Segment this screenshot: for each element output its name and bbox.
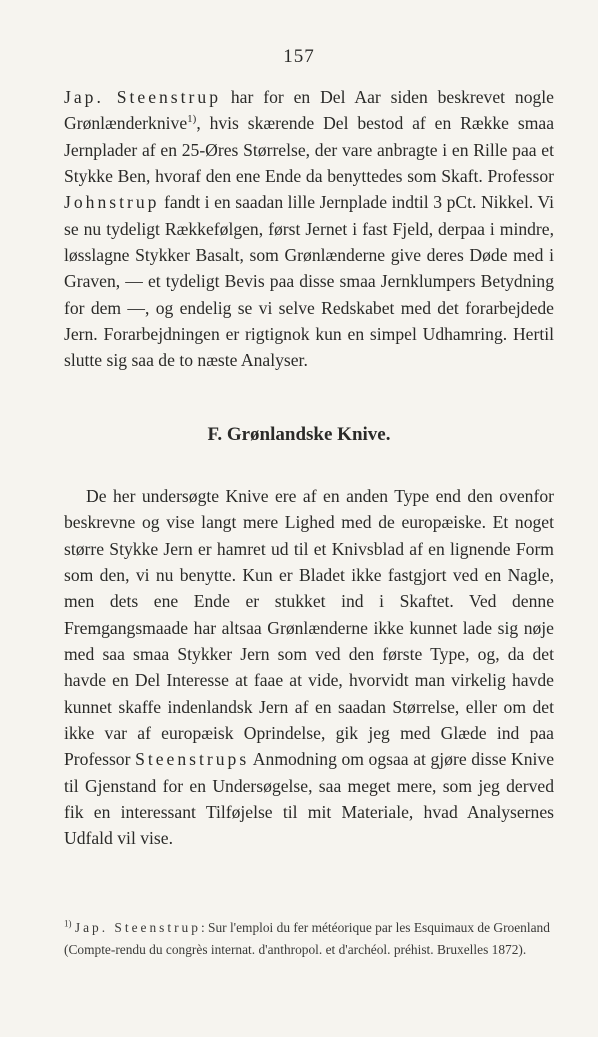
footnote-author: Jap. Steenstrup: [74, 920, 201, 935]
person-name: Steenstrups: [135, 749, 250, 770]
section-heading: F. Grønlandske Knive.: [207, 424, 391, 445]
footnote-reference[interactable]: 1): [187, 113, 197, 126]
footnote-mark: 1): [64, 918, 72, 929]
paragraph-text: De her undersøgte Knive ere af en anden Type end den ovenfor beskrevne og vise langt mere Lighed med de europæiske. Et noget større Stykke Jern er hamret ud til et Knivsblad af en lignende Form som den, vi nu benytte. Kun er Bladet ikke fastgjort ved en Nagle, men dets ene Ende er stukket ind i Skaftet. Ved denne Fremgangsmaade har altsaa Grønlænderne ikke kunnet lade sig nøje med saa smaa Stykker Jern som ved den første Type, og, da det havde en Del Interesse at faae at vide, hvorvidt man virkelig havde kunnet skaffe indenlandsk Jern af en saadan Størrelse, eller om det ikke var af europæisk Oprindelse, gik jeg med Glæde ind paa Professor: [64, 486, 554, 770]
person-name: Johnstrup: [64, 192, 160, 213]
body-paragraph-1: [64, 84, 554, 374]
body-paragraph-2: [64, 483, 554, 852]
paragraph-text: , hvis skærende Del bestod af en Række smaa Jernplader af en 25-Øres Størrelse, der vare anbragte i en Rille paa et Stykke Ben, hvoraf den ene Ende da benyttedes som Skaft. Professor: [64, 113, 554, 187]
footnote: [64, 917, 554, 960]
author-name: Jap. Steenstrup: [64, 87, 221, 107]
page-number: 157: [283, 46, 315, 67]
paragraph-text: Anmodning om ogsaa at gjøre disse Knive til Gjenstand for en Undersøgelse, saa meget mere, som jeg derved fik en interessant Tilføjelse til mit Materiale, hvad Analysernes Udfald vil vise.: [64, 749, 555, 849]
footnote-text: : Sur l'emploi du fer météorique par les Esquimaux de Groenland (Compte-rendu du congrès internat. d'anthropol. et d'archéol. préhist. Bruxelles 1872).: [64, 920, 550, 957]
paragraph-text: fandt i en saadan lille Jernplade indtil 3 pCt. Nikkel. Vi se nu tydeligt Rækkefølgen, først Jernet i fast Fjeld, derpaa i mindre, løsslagne Stykker Basalt, som Grønlænderne give deres Døde med i Graven, — et tydeligt Bevis paa disse smaa Jernklumpers Betydning for dem —, og endelig se vi selve Redskabet med det forarbejdede Jern. Forarbejdningen er rigtignok kun en simpel Udhamring. Hertil slutte sig saa de to næste Analyser.: [64, 192, 554, 371]
paragraph-text: har for en Del Aar siden beskrevet nogle Grønlænderknive: [64, 87, 554, 134]
